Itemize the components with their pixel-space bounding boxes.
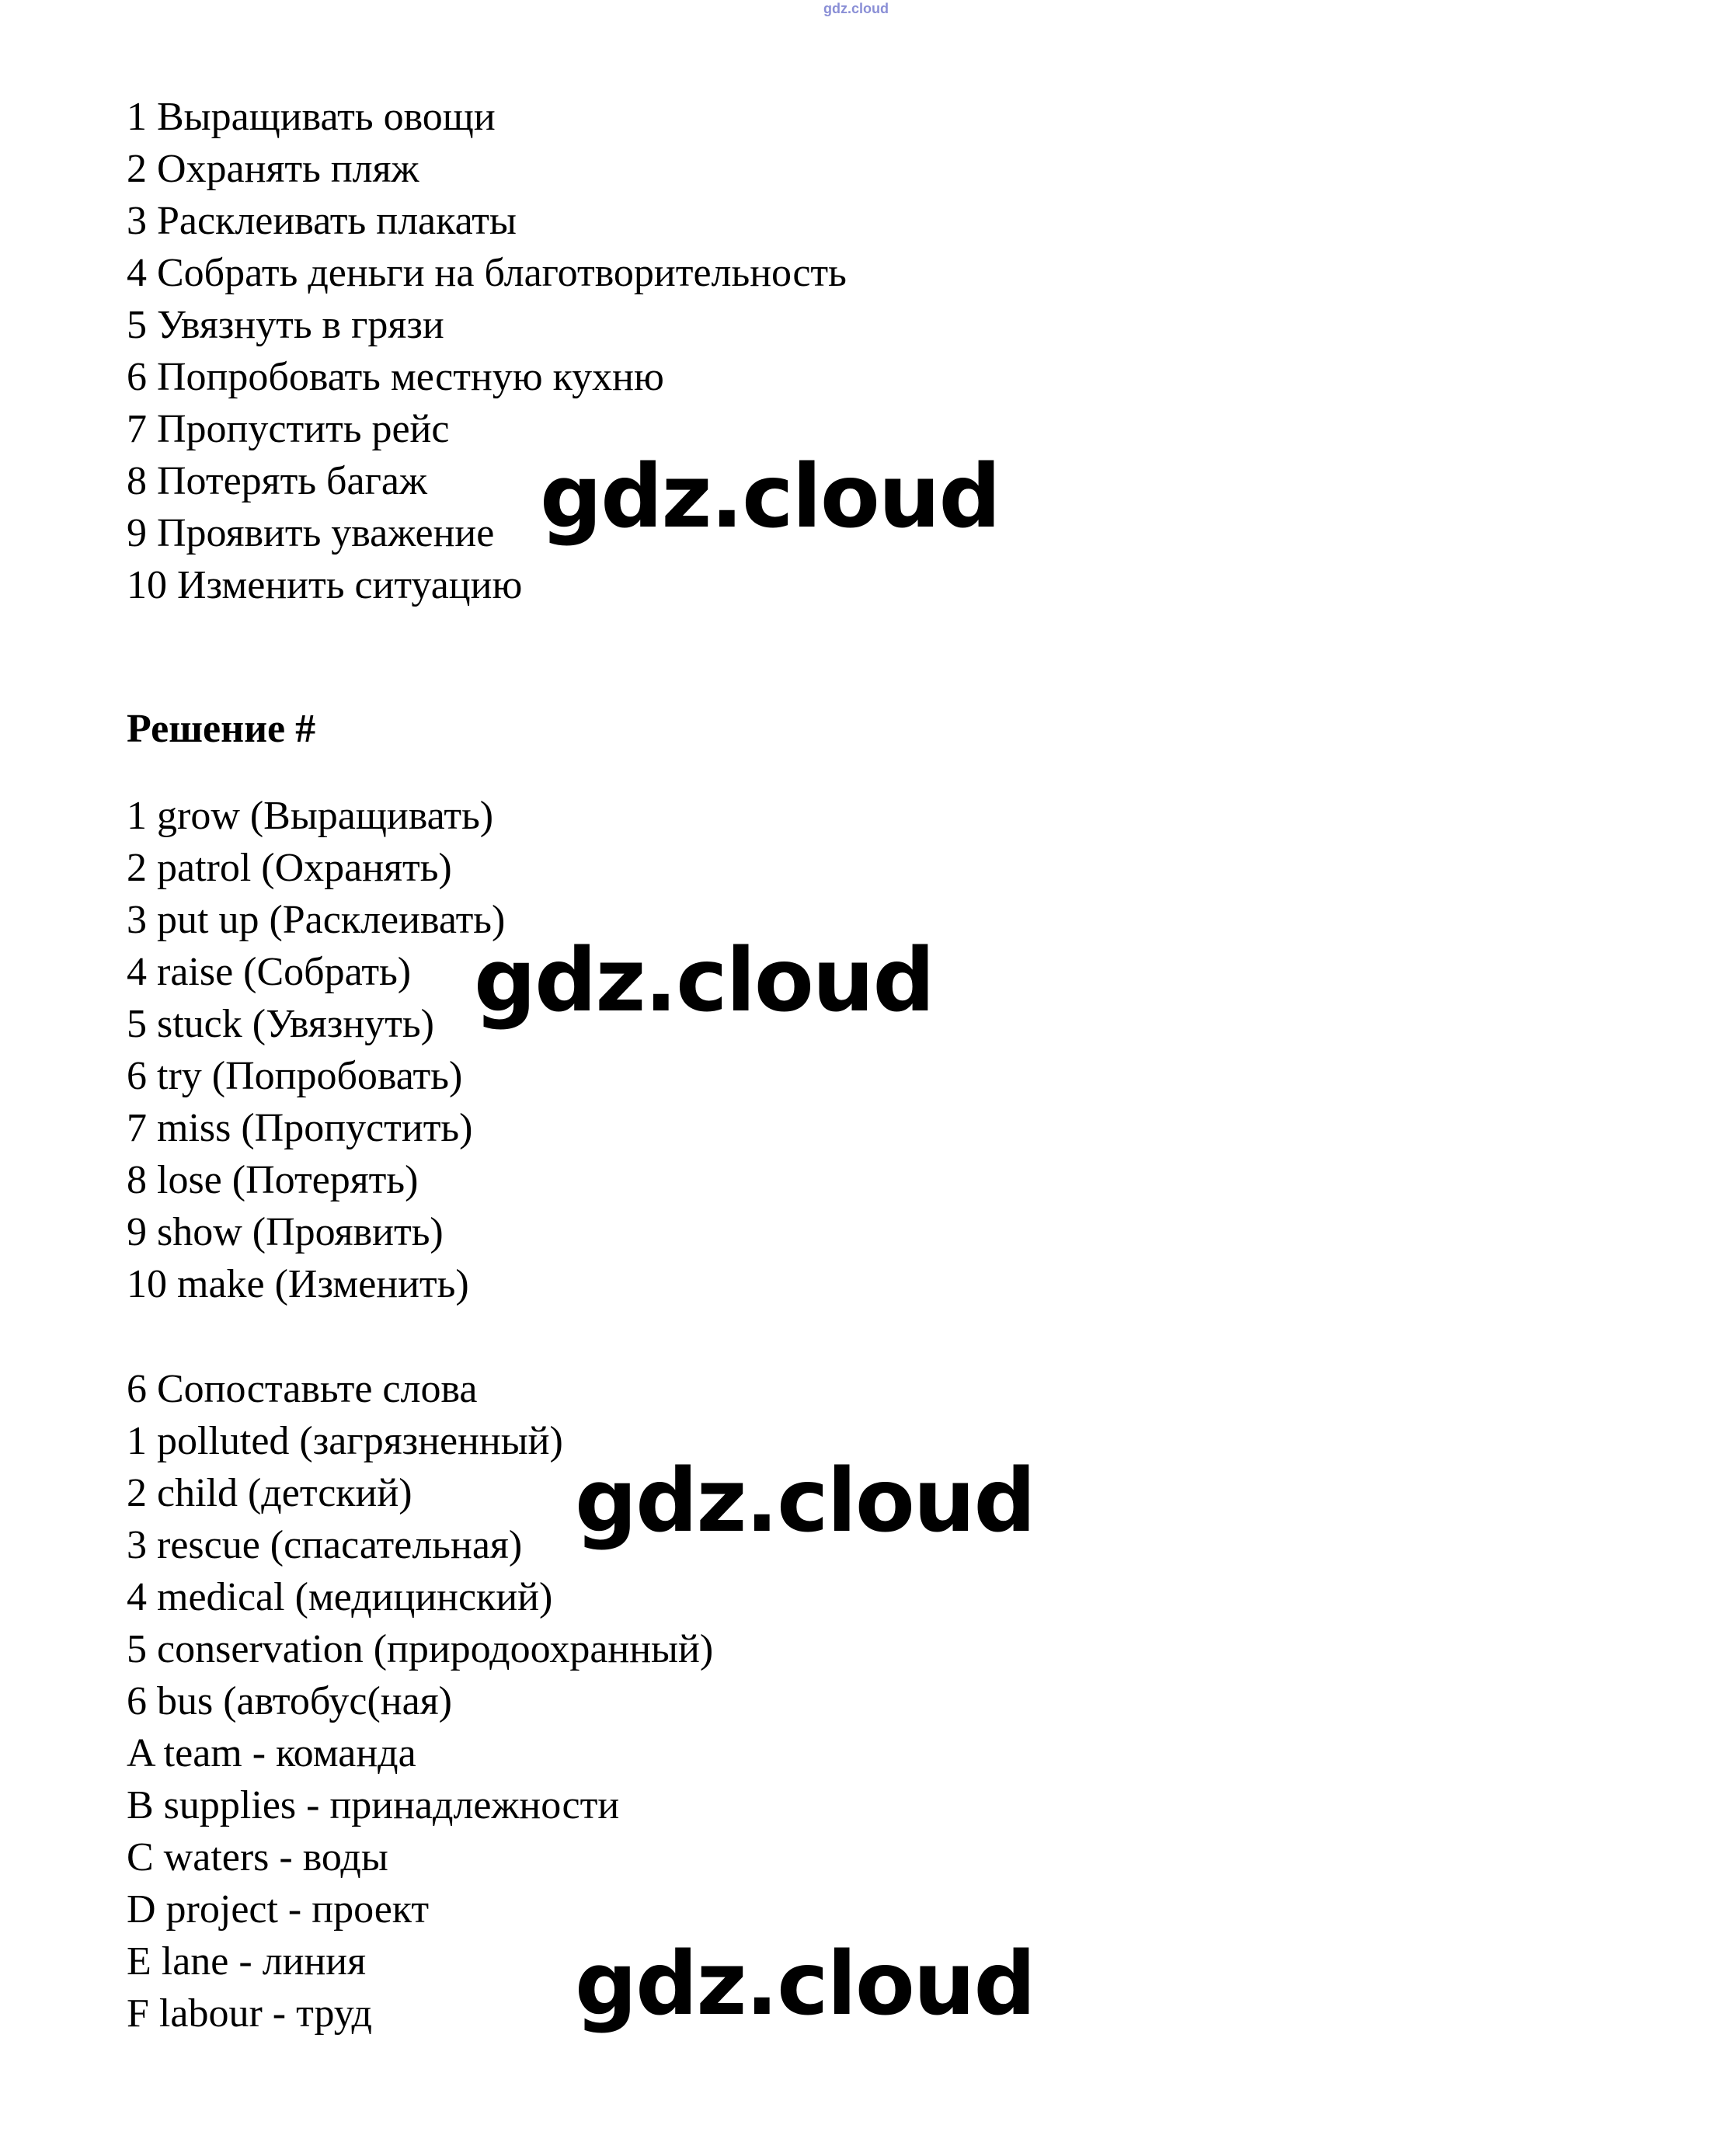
- list-item: F labour - труд: [127, 1991, 372, 2036]
- list-item: 4 raise (Собрать): [127, 950, 412, 994]
- list-item: D project - проект: [127, 1887, 430, 1932]
- list-item: 4 Собрать деньги на благотворительность: [127, 251, 847, 295]
- watermark: gdz.cloud: [474, 930, 934, 1031]
- list-item: 10 make (Изменить): [127, 1262, 469, 1306]
- header-watermark: gdz.cloud: [823, 1, 889, 16]
- list-item: 8 lose (Потерять): [127, 1158, 419, 1202]
- section-title: 6 Сопоставьте слова: [127, 1367, 478, 1411]
- list-item: E lane - линия: [127, 1939, 367, 1984]
- list-item: 8 Потерять багаж: [127, 459, 427, 503]
- watermark: gdz.cloud: [575, 1451, 1035, 1552]
- list-item: 9 Проявить уважение: [127, 511, 495, 555]
- list-item: 2 child (детский): [127, 1471, 412, 1515]
- watermark: gdz.cloud: [540, 447, 1000, 548]
- list-item: 9 show (Проявить): [127, 1210, 444, 1254]
- list-item: 3 rescue (спасательная): [127, 1523, 523, 1567]
- list-item: 5 conservation (природоохранный): [127, 1627, 714, 1671]
- list-item: C waters - воды: [127, 1835, 388, 1880]
- list-item: 1 polluted (загрязненный): [127, 1419, 563, 1463]
- solution-heading: Решение #: [127, 707, 316, 751]
- list-item: 6 bus (автобус(ная): [127, 1679, 452, 1723]
- list-item: 10 Изменить ситуацию: [127, 563, 523, 607]
- list-item: B supplies - принадлежности: [127, 1783, 620, 1827]
- solution-list: [127, 790, 505, 1310]
- list-item: 1 grow (Выращивать): [127, 794, 494, 838]
- list-item: 5 Увязнуть в грязи: [127, 303, 444, 347]
- list-item: A team - команда: [127, 1731, 416, 1775]
- list-item: 6 try (Попробовать): [127, 1054, 463, 1098]
- list-item: 2 patrol (Охранять): [127, 846, 452, 890]
- list-item: 6 Попробовать местную кухню: [127, 355, 664, 399]
- list-item: 2 Охранять пляж: [127, 147, 419, 191]
- list-item: 5 stuck (Увязнуть): [127, 1002, 434, 1046]
- list-item: 3 put up (Расклеивать): [127, 898, 506, 942]
- watermark: gdz.cloud: [575, 1934, 1035, 2035]
- list-item: 7 Пропустить рейс: [127, 407, 450, 451]
- list-item: 7 miss (Пропустить): [127, 1106, 473, 1150]
- list-item: 1 Выращивать овощи: [127, 95, 496, 139]
- list-item: 4 medical (медицинский): [127, 1575, 553, 1619]
- list-item: 3 Расклеивать плакаты: [127, 199, 517, 243]
